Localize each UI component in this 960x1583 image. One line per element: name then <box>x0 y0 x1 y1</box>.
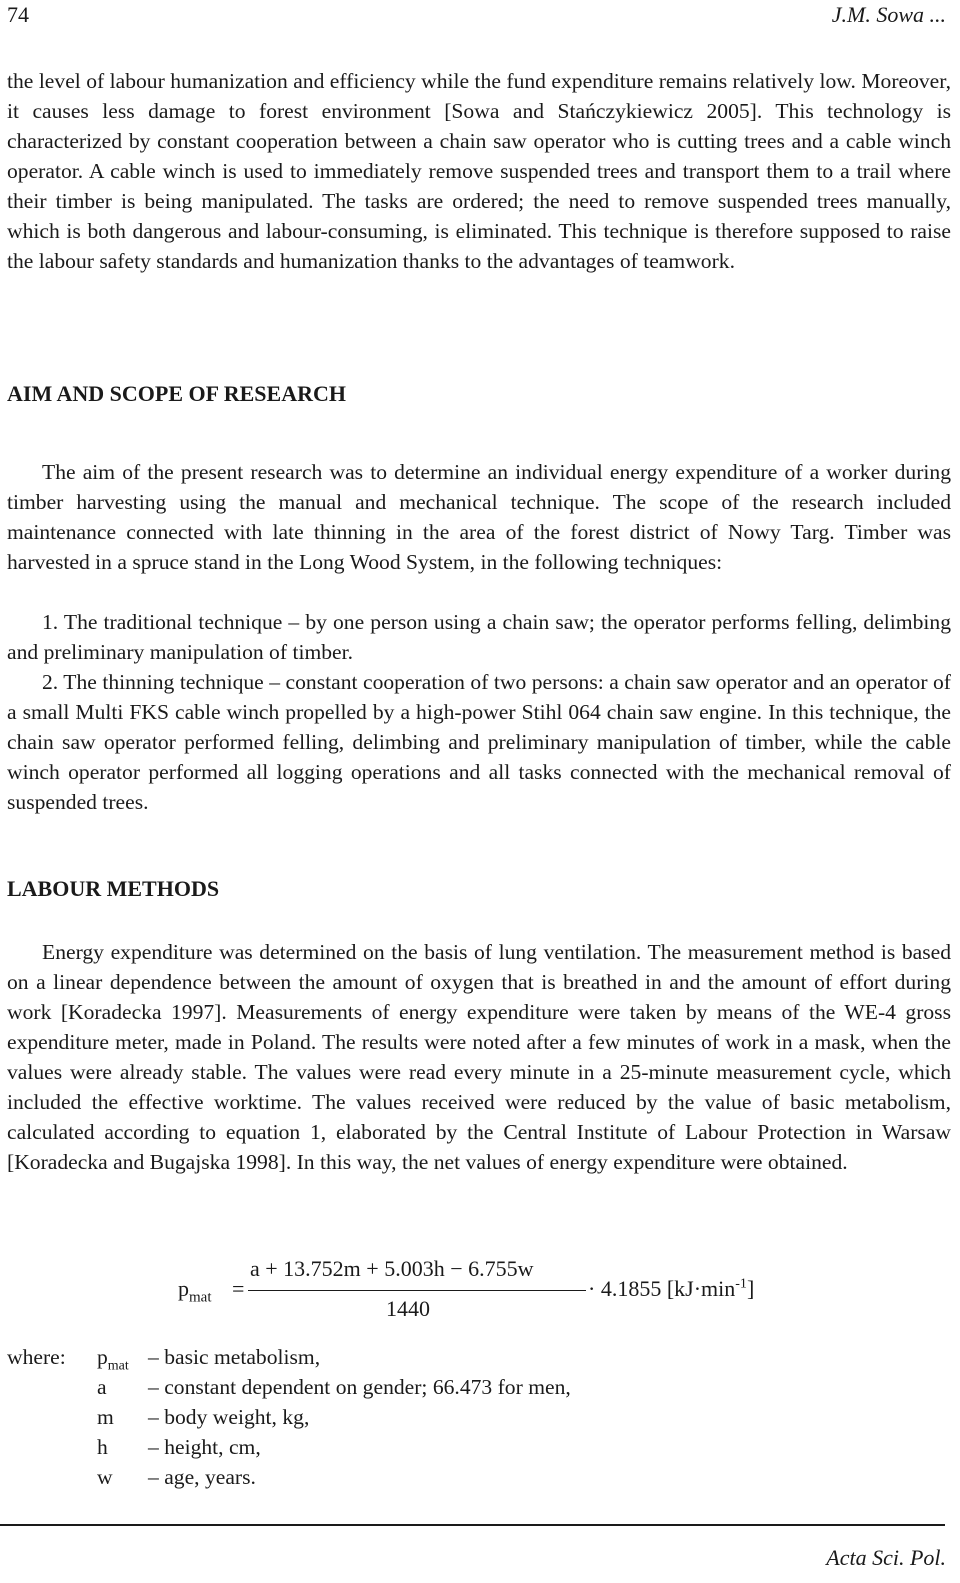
fraction-bar <box>248 1290 586 1291</box>
aim-paragraph: The aim of the present research was to determine an individual energy expenditure of a worker during timber harvesting using the manual and mechanical technique. The scope of the research included maintenance connected with late thinning in the area of the forest district of Nowy Targ. Timber was harvested in a spruce stand in the Long Wood System, in the following techniques: <box>7 460 951 574</box>
definition-text: – basic metabolism, <box>148 1345 321 1369</box>
page-number: 74 <box>7 2 29 27</box>
basic-metabolism-equation <box>178 1252 878 1324</box>
section-heading-aim: AIM AND SCOPE OF RESEARCH <box>7 381 346 406</box>
definition-symbol: m <box>97 1405 114 1429</box>
journal-name: Acta Sci. Pol. <box>826 1545 946 1570</box>
equation-equals: = <box>232 1276 245 1301</box>
definition-symbol: h <box>97 1435 108 1459</box>
definition-symbol: a <box>97 1375 107 1399</box>
running-title: J.M. Sowa ... <box>831 2 946 27</box>
definition-text: – height, cm, <box>148 1435 261 1459</box>
equation-denominator: 1440 <box>386 1296 430 1321</box>
equation-numerator: a + 13.752m + 5.003h − 6.755w <box>250 1256 534 1281</box>
definition-symbol: $p_{mat}$ <box>97 1345 129 1374</box>
equation-multiplier: · 4.1855 $[kJ\cdot\min^{-1}]$ <box>588 1276 755 1301</box>
methods-paragraph: Energy expenditure was determined on the basis of lung ventilation. The measurement method is based on a linear dependence between the amount of oxygen that is breathed in and the amount of effort during work [Koradecka 1997]. Measurements of energy expenditure were taken by means of the WE-4 gross expenditure meter, made in Poland. The results were noted after a few minutes of work in a mask, when the values were already stable. The values were read every minute in a 25-minute measurement cycle, which included the effective worktime. The values received were reduced by the value of basic metabolism, calculated according to equation 1, elaborated by the Central Institute of Labour Protection in Warsaw [Koradecka and Bugajska 1998]. In this way, the net values of energy expenditure were obtained. <box>7 940 951 1174</box>
intro-paragraph: the level of labour humanization and efficiency while the fund expenditure remains relatively low. Moreover, it causes less damage to forest environment [Sowa and Stańczykiewicz 2005]. This technology is characterized by constant cooperation between a chain saw operator who is cutting trees and a cable winch operator. A cable winch is used to immediately remove suspended trees and transport them to a trail where their timber is being manipulated. The tasks are ordered; the need to remove suspended trees manually, which is both dangerous and labour-consuming, is eliminated. This technique is therefore supposed to raise the labour safety standards and humanization thanks to the advantages of teamwork. <box>7 69 951 273</box>
technique-item-2: 2. The thinning technique – constant cooperation of two persons: a chain saw operator and an operator of a small Multi FKS cable winch propelled by a high-power Stihl 064 chain saw engine. In this technique, the chain saw operator performed felling, delimbing and preliminary manipulation of timber, while the cable winch operator performed all logging operations and all tasks connected with the mechanical removal of suspended trees. <box>7 670 951 814</box>
definition-text: – constant dependent on gender; 66.473 for men, <box>148 1375 571 1399</box>
footer-rule <box>0 1524 945 1526</box>
definition-text: – body weight, kg, <box>148 1405 310 1429</box>
section-heading-methods: LABOUR METHODS <box>7 876 220 901</box>
definition-text: – age, years. <box>148 1465 256 1489</box>
definition-symbol: w <box>97 1465 113 1489</box>
where-label: where: <box>7 1345 66 1369</box>
equation-lhs: $p_{mat}$ <box>178 1276 212 1306</box>
technique-item-1: 1. The traditional technique – by one person using a chain saw; the operator performs felling, delimbing and preliminary manipulation of timber. <box>7 610 951 664</box>
